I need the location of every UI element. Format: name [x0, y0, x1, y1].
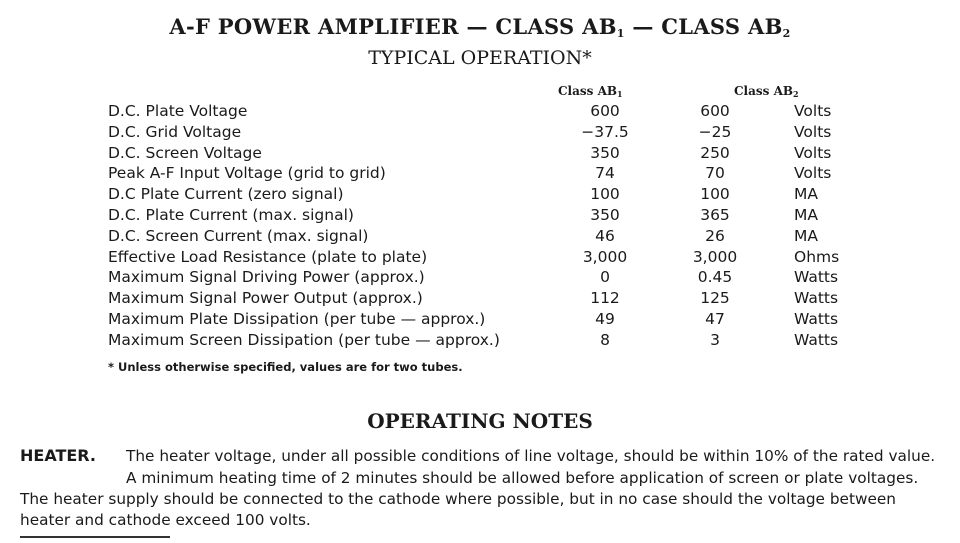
- title-mid: — CLASS AB: [624, 14, 783, 39]
- table-row: [0, 288, 960, 309]
- page-subtitle: TYPICAL OPERATION*: [368, 47, 592, 69]
- param-cell: Peak A-F Input Voltage (grid to grid): [108, 164, 386, 183]
- ab2-value: 0.45: [697, 268, 733, 287]
- column-header-ab1-label: Class AB: [558, 84, 618, 98]
- ab2-value: 3: [710, 330, 720, 349]
- operating-notes-title: OPERATING NOTES: [367, 409, 593, 433]
- table-row: [0, 247, 960, 268]
- param-cell: Maximum Signal Power Output (approx.): [108, 289, 423, 308]
- table-row: [0, 267, 960, 288]
- unit-cell: Ohms: [794, 247, 840, 266]
- ab2-value: 100: [700, 185, 730, 204]
- column-header-ab1: [558, 84, 623, 99]
- ab1-value: 46: [595, 226, 615, 245]
- table-row: [0, 163, 960, 184]
- param-cell: D.C. Screen Current (max. signal): [108, 226, 369, 245]
- cutoff-heading-fragment: [20, 536, 170, 543]
- unit-cell: Watts: [794, 309, 839, 328]
- unit-cell: Volts: [794, 164, 832, 183]
- unit-cell: Watts: [794, 268, 839, 287]
- param-cell: D.C. Plate Current (max. signal): [108, 205, 354, 224]
- ab2-value: −25: [698, 122, 732, 141]
- title-subscript-2: 2: [782, 27, 791, 40]
- ab2-value: 26: [705, 226, 725, 245]
- unit-cell: Volts: [794, 102, 832, 120]
- ab1-value: 350: [590, 143, 620, 162]
- ab1-value: 49: [595, 309, 615, 328]
- param-cell: Maximum Plate Dissipation (per tube — approx.): [108, 309, 486, 328]
- param-cell: D.C. Plate Voltage: [108, 102, 248, 120]
- title-subscript-1: 1: [616, 27, 625, 40]
- ab1-value: 100: [590, 185, 620, 204]
- ab1-value: 8: [600, 330, 610, 349]
- page-title: [0, 14, 960, 40]
- unit-cell: MA: [794, 185, 818, 204]
- ab2-value: 600: [700, 102, 730, 120]
- param-cell: D.C. Grid Voltage: [108, 122, 242, 141]
- column-header-ab2-label: Class AB: [734, 84, 794, 98]
- param-cell: Maximum Screen Dissipation (per tube — approx.): [108, 330, 500, 349]
- title-prefix: A-F POWER AMPLIFIER — CLASS AB: [169, 14, 617, 39]
- ab1-value: 74: [595, 164, 615, 183]
- note-line-1: The heater voltage, under all possible conditions of line voltage, should be within 10% of the rated value.: [126, 447, 936, 465]
- footnote: * Unless otherwise specified, values are for two tubes.: [108, 360, 463, 374]
- table-row: [0, 143, 960, 164]
- note-line-3: The heater supply should be connected to the cathode where possible, but in no case should the voltage between: [20, 490, 896, 508]
- ab1-value: 600: [590, 102, 620, 120]
- heater-label: HEATER.: [20, 446, 96, 465]
- ab2-value: 250: [700, 143, 730, 162]
- ab1-value: −37.5: [581, 122, 629, 141]
- table-row: [0, 309, 960, 330]
- param-cell: Effective Load Resistance (plate to plate): [108, 247, 428, 266]
- unit-cell: Volts: [794, 122, 832, 141]
- unit-cell: MA: [794, 226, 818, 245]
- column-header-ab2: [734, 84, 799, 99]
- ab2-value: 70: [705, 164, 725, 183]
- unit-cell: Volts: [794, 143, 832, 162]
- unit-cell: Watts: [794, 330, 839, 349]
- ab1-value: 3,000: [582, 247, 628, 266]
- column-header-ab2-sub: 2: [793, 89, 799, 99]
- operation-table: [0, 101, 960, 351]
- param-cell: D.C Plate Current (zero signal): [108, 185, 344, 204]
- ab2-value: 47: [705, 309, 725, 328]
- table-row: [0, 101, 960, 122]
- ab2-value: 125: [700, 289, 730, 308]
- column-header-ab1-sub: 1: [617, 89, 623, 99]
- param-cell: D.C. Screen Voltage: [108, 143, 262, 162]
- table-row: [0, 226, 960, 247]
- unit-cell: MA: [794, 205, 818, 224]
- table-row: [0, 205, 960, 226]
- note-line-4: heater and cathode exceed 100 volts.: [20, 511, 311, 529]
- unit-cell: Watts: [794, 289, 839, 308]
- param-cell: Maximum Signal Driving Power (approx.): [108, 268, 425, 287]
- ab2-value: 3,000: [692, 247, 738, 266]
- table-row: [0, 184, 960, 205]
- ab1-value: 0: [600, 268, 610, 287]
- ab2-value: 365: [700, 205, 730, 224]
- table-row: [0, 122, 960, 143]
- table-row: [0, 330, 960, 351]
- note-line-2: A minimum heating time of 2 minutes should be allowed before application of screen or plate voltages.: [126, 469, 919, 487]
- ab1-value: 350: [590, 205, 620, 224]
- ab1-value: 112: [590, 289, 620, 308]
